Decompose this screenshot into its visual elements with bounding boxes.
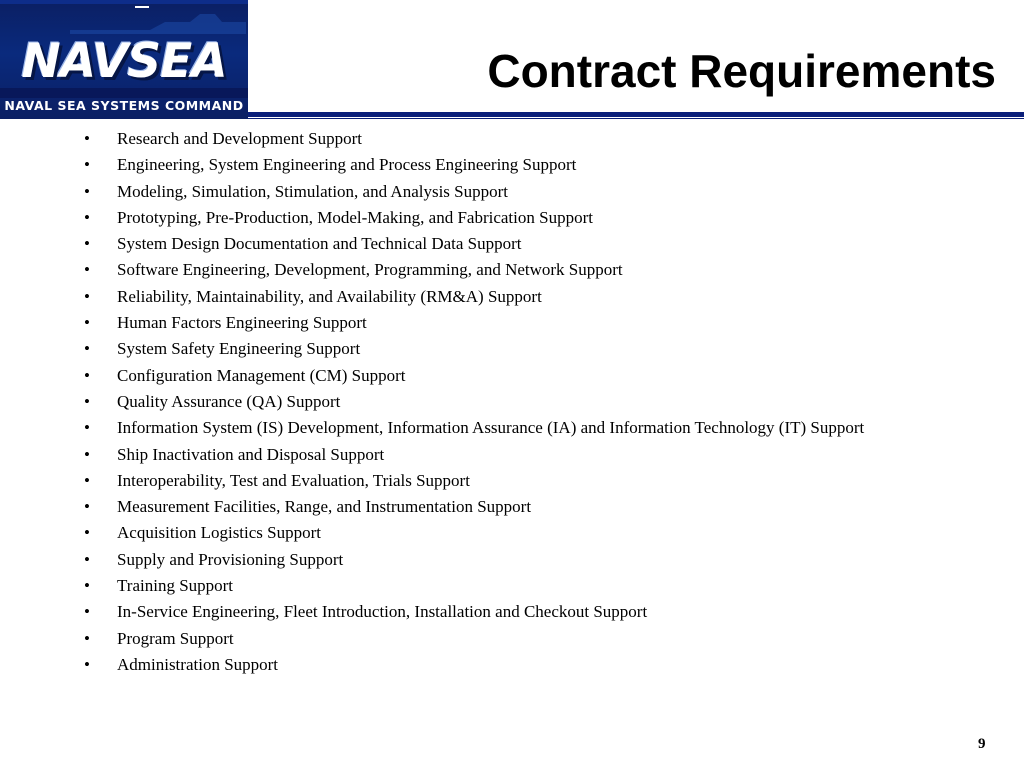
- list-item-text: Interoperability, Test and Evaluation, Trials Support: [117, 470, 470, 490]
- bullet-icon: •: [84, 444, 90, 464]
- list-item-text: Information System (IS) Development, Information Assurance (IA) and Information Technology (IT) Support: [117, 418, 865, 438]
- list-item: [82, 179, 864, 205]
- list-item-text: Prototyping, Pre-Production, Model-Making, and Fabrication Support: [117, 207, 593, 227]
- list-item-text: Modeling, Simulation, Stimulation, and Analysis Support: [117, 181, 509, 201]
- list-item: [82, 415, 864, 441]
- bullet-icon: •: [84, 549, 90, 569]
- list-item-text: Administration Support: [117, 654, 279, 674]
- list-item-text: Reliability, Maintainability, and Availability (RM&A) Support: [117, 286, 542, 306]
- list-item-text: Ship Inactivation and Disposal Support: [117, 444, 385, 464]
- bullet-icon: •: [84, 129, 90, 148]
- bullet-icon: •: [84, 339, 90, 359]
- list-item: [82, 231, 864, 257]
- bullet-icon: •: [84, 418, 90, 438]
- bullet-icon: •: [84, 260, 90, 280]
- bullet-icon: •: [84, 181, 90, 201]
- list-item: [82, 336, 864, 362]
- navsea-logo: [0, 0, 248, 119]
- list-item-text: In-Service Engineering, Fleet Introduction, Installation and Checkout Support: [117, 602, 648, 622]
- list-item-text: Measurement Facilities, Range, and Instrumentation Support: [117, 497, 532, 517]
- bullet-icon: •: [84, 155, 90, 175]
- bullet-icon: •: [84, 207, 90, 227]
- list-item: [82, 442, 864, 468]
- list-item: [82, 389, 864, 415]
- list-item-text: Engineering, System Engineering and Process Engineering Support: [117, 155, 577, 175]
- list-item-text: System Design Documentation and Technical Data Support: [117, 234, 522, 254]
- list-item: [82, 363, 864, 389]
- slide-title: Contract Requirements: [487, 45, 996, 97]
- list-item: [82, 310, 864, 336]
- list-item: [82, 468, 864, 494]
- bullet-icon: •: [84, 365, 90, 385]
- page-number: 9: [978, 736, 986, 752]
- bullet-icon: •: [84, 523, 90, 543]
- bullet-icon: •: [84, 313, 90, 333]
- logo-wordmark: NAVSEA: [21, 34, 227, 89]
- list-item: [82, 126, 864, 152]
- bullet-icon: •: [84, 391, 90, 411]
- list-item: [82, 152, 864, 178]
- list-item: [82, 599, 864, 625]
- bullet-icon: •: [84, 497, 90, 517]
- list-item-text: Research and Development Support: [117, 129, 363, 148]
- list-item-text: System Safety Engineering Support: [117, 339, 361, 359]
- requirements-list: [82, 126, 864, 678]
- list-item-text: Training Support: [117, 576, 234, 596]
- title-divider: [248, 112, 1024, 117]
- list-item-text: Human Factors Engineering Support: [117, 313, 367, 333]
- list-item: [82, 284, 864, 310]
- list-item-text: Configuration Management (CM) Support: [117, 365, 406, 385]
- list-item: [82, 573, 864, 599]
- bullet-icon: •: [84, 234, 90, 254]
- title-divider-thin: [248, 118, 1024, 119]
- list-item: [82, 652, 864, 678]
- bullet-icon: •: [84, 628, 90, 648]
- bullet-icon: •: [84, 602, 90, 622]
- list-item-text: Software Engineering, Development, Programming, and Network Support: [117, 260, 623, 280]
- list-item: [82, 494, 864, 520]
- bullet-icon: •: [84, 654, 90, 674]
- list-item-text: Supply and Provisioning Support: [117, 549, 344, 569]
- list-item: [82, 205, 864, 231]
- list-item-text: Acquisition Logistics Support: [117, 523, 321, 543]
- bullet-icon: •: [84, 576, 90, 596]
- bullet-icon: •: [84, 470, 90, 490]
- list-item: [82, 257, 864, 283]
- list-item-text: Program Support: [117, 628, 234, 648]
- list-item-text: Quality Assurance (QA) Support: [117, 391, 341, 411]
- bullet-icon: •: [84, 286, 90, 306]
- list-item: [82, 626, 864, 652]
- list-item: [82, 547, 864, 573]
- logo-subtitle: NAVAL SEA SYSTEMS COMMAND: [4, 98, 244, 113]
- list-item: [82, 520, 864, 546]
